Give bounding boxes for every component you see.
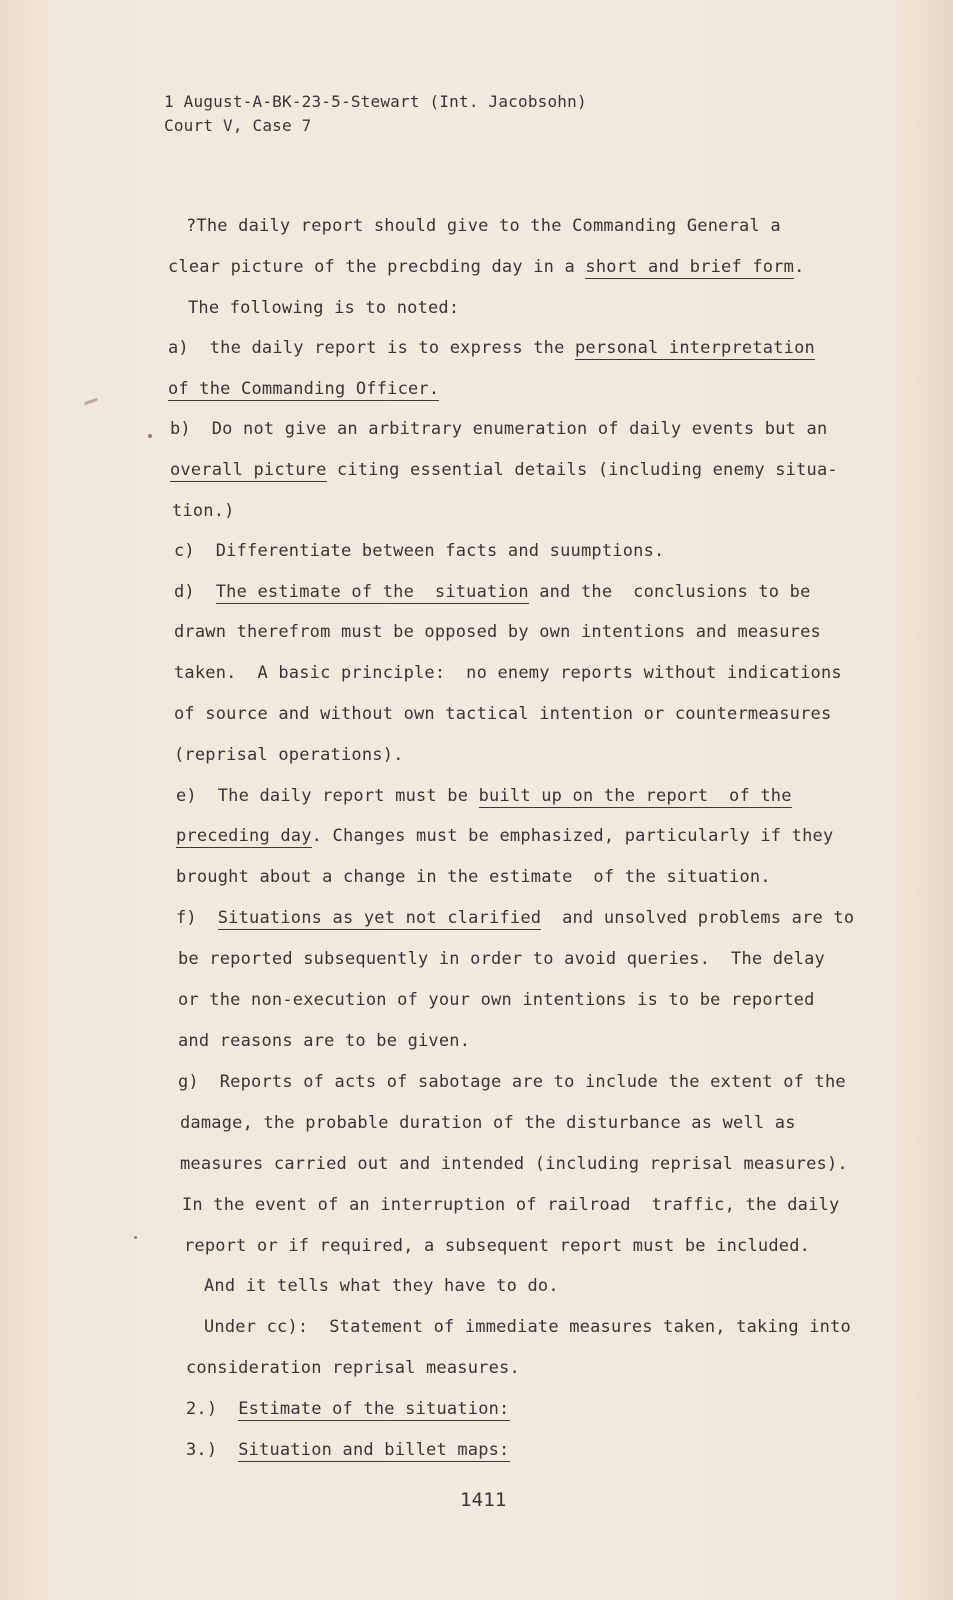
cc-line-1: Under cc): Statement of immediate measures taken, taking into: [204, 1317, 851, 1337]
paper-speck: [134, 1236, 137, 1239]
cc-line-2: consideration reprisal measures.: [186, 1358, 520, 1378]
item-b-line-2: overall picture citing essential details (including enemy situa-: [170, 460, 838, 480]
item-a-line-2: [168, 379, 439, 399]
header-reference: 1 August-A-BK-23-5-Stewart (Int. Jacobsohn): [164, 92, 587, 111]
underlined-phrase: of the Commanding Officer.: [168, 379, 440, 399]
item-c-line-1: c) Differentiate between facts and suumptions.: [174, 541, 665, 561]
item-f-line-1: f) Situations as yet not clarified and unsolved problems are to: [176, 908, 855, 928]
item-d-line-5: (reprisal operations).: [174, 745, 404, 765]
item-e-line-1: e) The daily report must be built up on the report of the: [176, 786, 792, 806]
item-b-line-1: b) Do not give an arbitrary enumeration of daily events but an: [170, 419, 828, 439]
item-d-line-1: d) The estimate of the situation and the conclusions to be: [174, 582, 811, 602]
header-court: Court V, Case 7: [164, 116, 312, 135]
paper-speck: [148, 434, 152, 438]
item-2-line: 2.) Estimate of the situation:: [186, 1399, 510, 1419]
item-b-line-3: tion.): [172, 501, 235, 521]
item-g-line-5: report or if required, a subsequent report must be included.: [184, 1236, 811, 1256]
underlined-phrase: short and brief form: [585, 257, 795, 277]
underlined-phrase: personal interpretation: [574, 338, 815, 358]
tells-line: And it tells what they have to do.: [204, 1276, 559, 1296]
item-d-line-4: of source and without own tactical intention or countermeasures: [174, 704, 832, 724]
item-g-line-1: g) Reports of acts of sabotage are to include the extent of the: [178, 1072, 846, 1092]
intro-line-3: The following is to noted:: [188, 298, 460, 318]
underlined-phrase: preceding day: [176, 826, 312, 846]
underlined-phrase: Estimate of the situation:: [238, 1399, 510, 1419]
item-f-line-3: or the non-execution of your own intentions is to be reported: [178, 990, 815, 1010]
underlined-phrase: Situation and billet maps:: [238, 1440, 510, 1460]
underlined-phrase: The estimate of the situation: [215, 582, 529, 602]
item-a-line-1: a) the daily report is to express the personal interpretation: [168, 338, 815, 358]
intro-line-2: clear picture of the precbding day in a short and brief form.: [168, 257, 805, 277]
underlined-phrase: built up on the report of the: [478, 786, 792, 806]
item-f-line-4: and reasons are to be given.: [178, 1031, 471, 1051]
item-3-line: 3.) Situation and billet maps:: [186, 1440, 510, 1460]
item-d-line-2: drawn therefrom must be opposed by own intentions and measures: [174, 622, 821, 642]
underlined-phrase: overall picture: [170, 460, 327, 480]
item-g-line-3: measures carried out and intended (including reprisal measures).: [180, 1154, 848, 1174]
intro-line-1: ?The daily report should give to the Commanding General a: [186, 216, 781, 236]
underlined-phrase: Situations as yet not clarified: [217, 908, 542, 928]
page-number: 1411: [460, 1489, 507, 1511]
item-d-line-3: taken. A basic principle: no enemy reports without indications: [174, 663, 842, 683]
item-e-line-2: preceding day. Changes must be emphasized, particularly if they: [176, 826, 834, 846]
paper-speck: [84, 398, 98, 406]
item-g-line-4: In the event of an interruption of railroad traffic, the daily: [182, 1195, 840, 1215]
item-f-line-2: be reported subsequently in order to avoid queries. The delay: [178, 949, 825, 969]
item-e-line-3: brought about a change in the estimate of the situation.: [176, 867, 771, 887]
item-g-line-2: damage, the probable duration of the disturbance as well as: [180, 1113, 796, 1133]
